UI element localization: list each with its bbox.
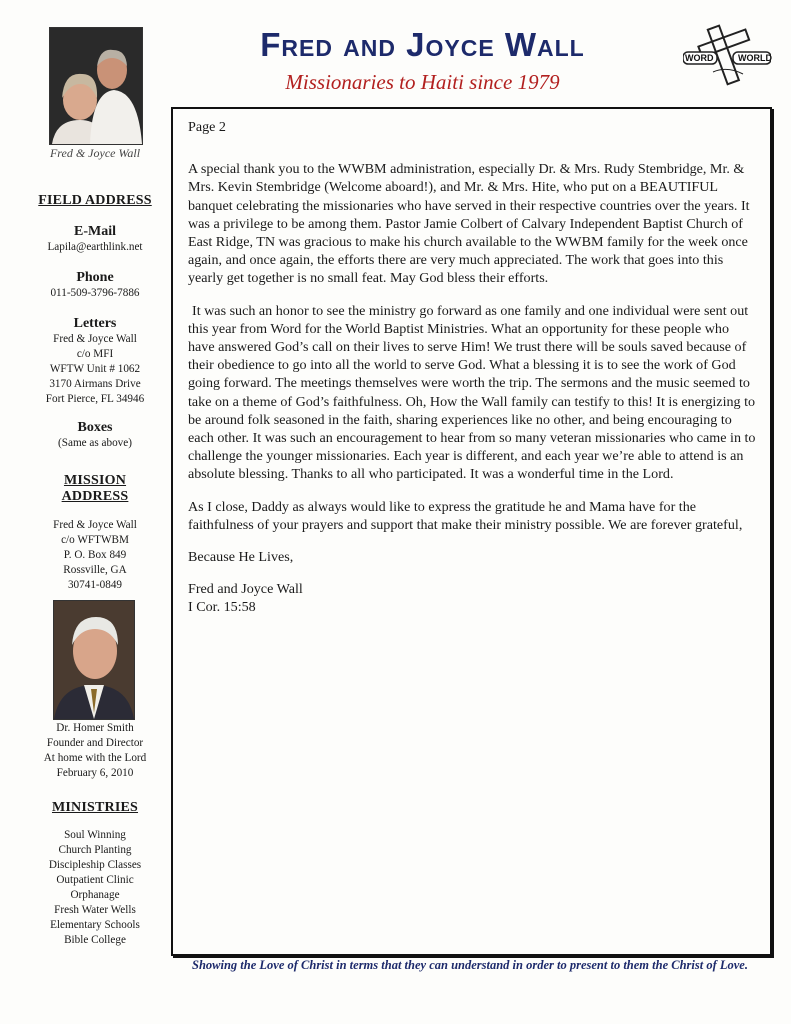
- mission-line: P. O. Box 849: [63, 549, 127, 561]
- word-world-logo: [683, 24, 771, 92]
- letter-closing: Because He Lives,: [188, 549, 294, 566]
- signature-verse: I Cor. 15:58: [188, 599, 256, 616]
- homer-caption-line: February 6, 2010: [56, 767, 134, 779]
- logo-world-text: WORLD: [738, 53, 772, 63]
- ministry-item: Discipleship Classes: [48, 859, 142, 871]
- letters-line: c/o MFI: [76, 348, 114, 360]
- boxes-value: (Same as above): [58, 437, 132, 449]
- boxes-label: Boxes: [77, 420, 113, 435]
- letters-label: Letters: [73, 316, 117, 331]
- mission-address-section: [30, 473, 160, 593]
- homer-caption-line: Dr. Homer Smith: [56, 722, 134, 734]
- mission-heading: MISSION: [63, 473, 127, 488]
- footer-motto: Showing the Love of Christ in terms that they can understand in order to present to them the Christ of Love.: [192, 958, 748, 972]
- letter-paragraph: As I close, Daddy as always would like to express the gratitude he and Mama have for the faithfulness of your prayers and support that make their ministry possible. We are forever grateful,: [188, 498, 743, 533]
- homer-caption-line: At home with the Lord: [43, 752, 147, 764]
- letters-line: Fred & Joyce Wall: [53, 333, 137, 345]
- email-label: E-Mail: [74, 224, 116, 239]
- signature-names: Fred and Joyce Wall: [188, 581, 303, 598]
- letters-line: 3170 Airmans Drive: [49, 378, 141, 390]
- phone-label: Phone: [76, 270, 114, 285]
- phone-value: 011-509-3796-7886: [50, 287, 140, 299]
- letter-paragraph: It was such an honor to see the ministry go forward as one family and one individual were sent out this year from Word for the World Baptist Ministries. What an opportunity for these people who have answered God’s call on their lives to serve Him! We trust there will be souls saved because of their obedience to go into all the world to serve God. What a blessing it is to see the work of God going forward. The meetings themselves were worth the trip. The sermons and the music seemed to take on a theme of God’s faithfulness. Oh, How the Wall family can testify to this! It is energizing to be around folk seasoned in the faith, sharing experiences like no other, and being encouraging to each other. It was such an encouragement to hear from so many veteran missionaries who came in to challenge the younger missionaries. Each year is different, and each year we’re able to attend is an absolute blessing. Thanks to all who participated. It was a wonderful time in the Lord.: [188, 302, 756, 483]
- page-number: Page 2: [188, 119, 226, 135]
- ministry-item: Bible College: [64, 934, 126, 946]
- logo-word-text: WORD: [685, 53, 714, 63]
- homer-caption-line: Founder and Director: [46, 737, 144, 749]
- ministries-section: [30, 800, 160, 948]
- ministry-item: Fresh Water Wells: [54, 904, 136, 916]
- ministry-item: Outpatient Clinic: [56, 874, 134, 886]
- email-value: Lapila@earthlink.net: [47, 241, 143, 253]
- couple-photo: [49, 27, 143, 145]
- homer-caption: [30, 721, 160, 781]
- couple-photo-caption: Fred & Joyce Wall: [49, 146, 141, 160]
- mission-line: Rossville, GA: [63, 564, 127, 576]
- ministry-item: Elementary Schools: [50, 919, 140, 931]
- ministry-item: Orphanage: [70, 889, 120, 901]
- page-title: Fred and Joyce Wall: [260, 26, 585, 63]
- ministry-item: Soul Winning: [64, 829, 126, 841]
- mission-line: Fred & Joyce Wall: [53, 519, 137, 531]
- letters-line: Fort Pierce, FL 34946: [45, 393, 145, 405]
- mission-heading: ADDRESS: [61, 489, 129, 504]
- letter-body: [188, 118, 758, 617]
- ministry-item: Church Planting: [58, 844, 132, 856]
- mission-line: 30741-0849: [67, 579, 123, 591]
- field-address-section: [30, 193, 160, 451]
- letters-line: WFTW Unit # 1062: [49, 363, 141, 375]
- mission-line: c/o WFTWBM: [61, 534, 129, 546]
- page-subtitle: Missionaries to Haiti since 1979: [285, 70, 560, 94]
- field-address-heading: FIELD ADDRESS: [38, 193, 152, 208]
- letter-paragraph: A special thank you to the WWBM administration, especially Dr. & Mrs. Rudy Stembridge, Mr. & Mrs. Kevin Stembridge (Welcome aboard!), and Mr. & Mrs. Hite, who put on a BEAUTIFUL banquet celebrating the missionaries who have served in their respective countries over the years. It was a privilege to be among them. Pastor Jamie Colbert of Calvary Independent Baptist Church of East Ridge, TN was gracious to make his church available to the WWBM family for the week once again, and once again, the efforts there are very much appreciated. The work that goes into this yearly get together is no small feat. May God bless their efforts.: [188, 161, 750, 287]
- ministries-heading: MINISTRIES: [51, 800, 139, 815]
- homer-smith-photo: [53, 600, 135, 720]
